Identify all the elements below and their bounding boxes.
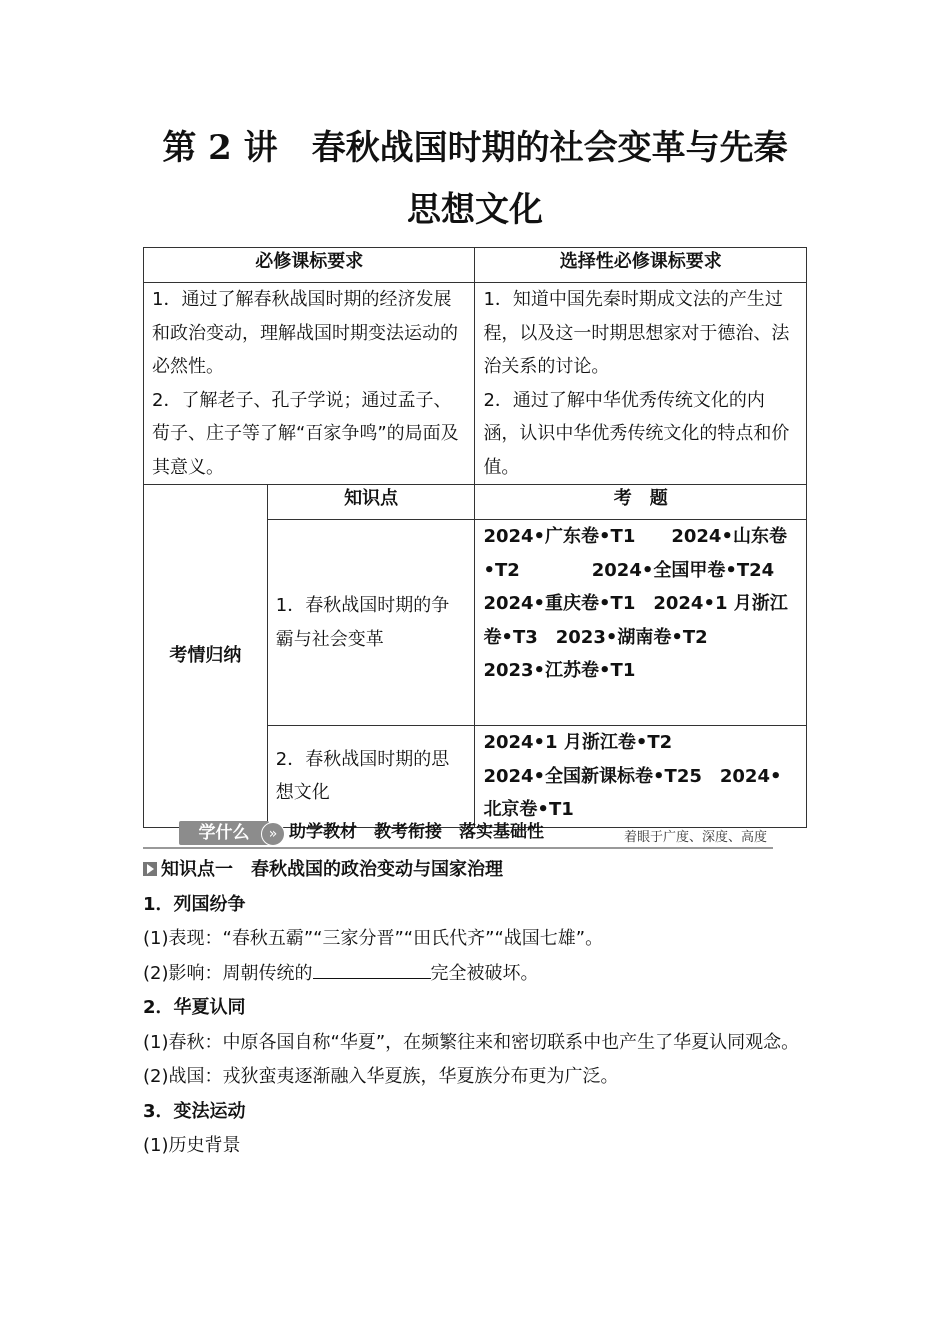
banner-label: 学什么 — [179, 821, 269, 845]
question-line: 2024•全国新课标卷•T25 2024•北京卷•T1 — [483, 765, 782, 820]
question-line: 2024•1 月浙江卷•T2 — [483, 732, 673, 753]
knowledge-cell: 2．春秋战国时期的思想文化 — [267, 726, 475, 828]
header-compulsory: 必修课标要求 — [144, 248, 475, 283]
questions-cell — [475, 520, 807, 726]
heading: 2．华夏认同 — [143, 997, 246, 1018]
curriculum-table — [143, 247, 807, 828]
compulsory-requirements — [144, 283, 475, 485]
header-knowledge: 知识点 — [267, 485, 475, 520]
paragraph: (1)春秋：中原各国自称“华夏”，在频繁往来和密切联系中也产生了华夏认同观念。 — [143, 1031, 800, 1053]
play-icon — [143, 862, 157, 876]
chevron-right-icon: » — [261, 822, 285, 846]
lesson-content — [143, 853, 807, 1164]
fill-blank[interactable] — [313, 960, 431, 979]
question-line: 2024•重庆卷•T1 2024•1 月浙江卷•T3 2023•湖南卷•T2 — [483, 593, 788, 648]
exam-summary-label: 考情归纳 — [144, 485, 268, 828]
header-questions: 考 题 — [475, 485, 807, 520]
page-title-line1: 第 2 讲 春秋战国时期的社会变革与先秦 — [162, 128, 788, 168]
heading: 1．列国纷争 — [143, 893, 246, 915]
question-line: 2024•广东卷•T1 2024•山东卷•T2 2024•全国甲卷•T24 — [483, 526, 787, 581]
paragraph: (2)战国：戎狄蛮夷逐渐融入华夏族，华夏族分布更为广泛。 — [143, 1066, 619, 1087]
compulsory-item: 2．了解老子、孔子学说；通过孟子、荀子、庄子等了解“百家争鸣”的局面及其意义。 — [152, 389, 459, 478]
elective-requirements — [475, 283, 807, 485]
header-elective: 选择性必修课标要求 — [475, 248, 807, 283]
paragraph: (1)表现：“春秋五霸”“三家分晋”“田氏代齐”“战国七雄”。 — [143, 928, 604, 949]
page-title-line2: 思想文化 — [407, 190, 543, 230]
elective-item: 1．知道中国先秦时期成文法的产生过程，以及这一时期思想家对于德治、法治关系的讨论。 — [483, 289, 790, 377]
section-title: 知识点一 春秋战国的政治变动与国家治理 — [143, 853, 807, 888]
elective-item: 2．通过了解中华优秀传统文化的内涵，认识中华优秀传统文化的特点和价值。 — [483, 389, 790, 478]
heading: 3．变法运动 — [143, 1100, 246, 1122]
question-line: 2023•江苏卷•T1 — [483, 660, 636, 681]
section-banner — [143, 818, 773, 848]
compulsory-item: 1．通过了解春秋战国时期的经济发展和政治变动，理解战国时期变法运动的必然性。 — [152, 289, 458, 377]
banner-text: 助学教材 教考衔接 落实基础性 — [289, 822, 544, 842]
banner-divider — [143, 847, 773, 849]
knowledge-cell: 1．春秋战国时期的争霸与社会变革 — [267, 520, 475, 726]
questions-cell — [475, 726, 807, 828]
banner-subtitle: 着眼于广度、深度、高度 — [623, 830, 767, 845]
paragraph: (1)历史背景 — [143, 1135, 241, 1156]
paragraph: (2)影响：周朝传统的 完全被破坏。 — [143, 957, 807, 992]
